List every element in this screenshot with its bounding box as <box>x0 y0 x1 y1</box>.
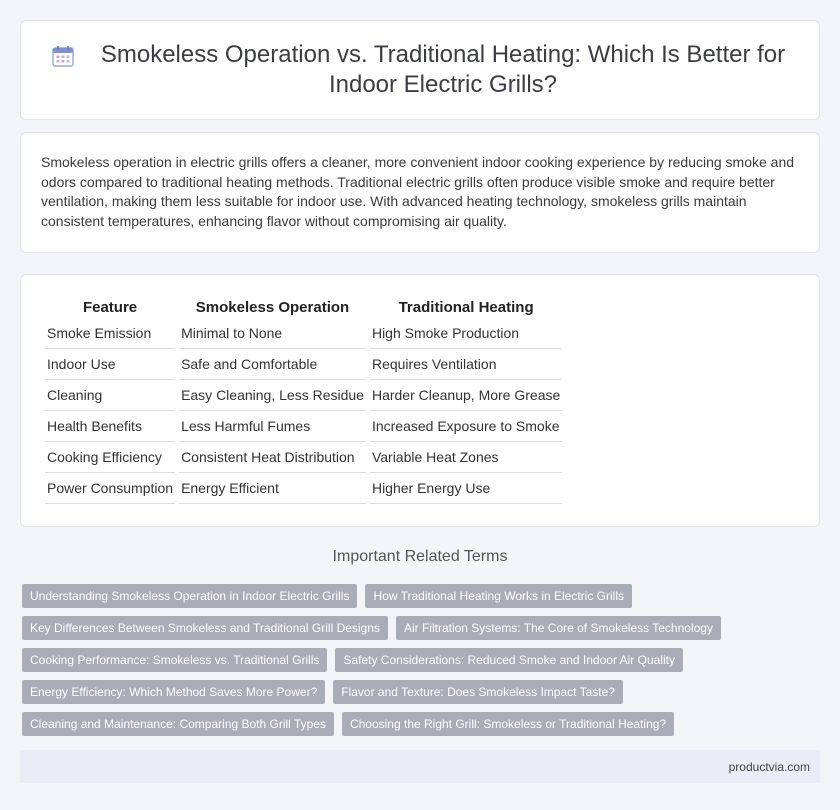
related-term-link[interactable]: Flavor and Texture: Does Smokeless Impact Taste? <box>333 680 623 704</box>
related-term-link[interactable]: Key Differences Between Smokeless and Traditional Grill Designs <box>22 616 388 640</box>
table-cell: Higher Energy Use <box>370 473 562 504</box>
table-row <box>45 380 562 411</box>
table-cell: Consistent Heat Distribution <box>179 442 366 473</box>
related-term-link[interactable]: Air Filtration Systems: The Core of Smokeless Technology <box>396 616 721 640</box>
comparison-card <box>20 274 820 527</box>
table-cell: Power Consumption <box>45 473 175 504</box>
header-feature: Feature <box>82 299 138 316</box>
table-row <box>45 349 562 380</box>
table-cell: Requires Ventilation <box>370 349 562 380</box>
intro-paragraph: Smokeless operation in electric grills offers a cleaner, more convenient indoor cooking experience by reducing smoke and odors compared to traditional heating methods. Traditional electric grills often produce visible smoke and require better ventilation, making them less suitable for indoor use. With advanced heating technology, smokeless grills maintain consistent temperatures, enhancing flavor without compromising air quality. <box>41 154 795 229</box>
footer <box>20 750 820 783</box>
table-cell: Increased Exposure to Smoke <box>370 411 562 442</box>
header-smokeless: Smokeless Operation <box>195 299 350 316</box>
table-cell: Smoke Emission <box>45 318 175 349</box>
table-cell: Less Harmful Fumes <box>179 411 366 442</box>
related-term-link[interactable]: How Traditional Heating Works in Electric Grills <box>365 584 632 608</box>
table-row <box>45 473 562 504</box>
table-cell: Cleaning <box>45 380 175 411</box>
related-terms-title: Important Related Terms <box>332 548 508 565</box>
page-title: Smokeless Operation vs. Traditional Heating: Which Is Better for Indoor Electric Grills? <box>100 41 786 98</box>
header-card <box>20 20 820 120</box>
related-term-link[interactable]: Energy Efficiency: Which Method Saves More Power? <box>22 680 325 704</box>
table-cell: Harder Cleanup, More Grease <box>370 380 562 411</box>
table-row <box>45 442 562 473</box>
header-traditional: Traditional Heating <box>398 299 534 316</box>
table-header-row <box>45 293 562 318</box>
table-cell: Health Benefits <box>45 411 175 442</box>
calendar-icon <box>52 45 74 67</box>
intro-card <box>20 132 820 253</box>
table-cell: Cooking Efficiency <box>45 442 175 473</box>
table-row <box>45 318 562 349</box>
related-term-link[interactable]: Choosing the Right Grill: Smokeless or Traditional Heating? <box>342 712 674 736</box>
table-cell: High Smoke Production <box>370 318 562 349</box>
related-term-link[interactable]: Understanding Smokeless Operation in Indoor Electric Grills <box>22 584 357 608</box>
table-cell: Indoor Use <box>45 349 175 380</box>
table-row <box>45 411 562 442</box>
footer-site-link[interactable]: productvia.com <box>728 759 810 774</box>
related-term-link[interactable]: Cleaning and Maintenance: Comparing Both Grill Types <box>22 712 334 736</box>
table-cell: Energy Efficient <box>179 473 366 504</box>
table-cell: Minimal to None <box>179 318 366 349</box>
table-cell: Variable Heat Zones <box>370 442 562 473</box>
table-cell: Easy Cleaning, Less Residue <box>179 380 366 411</box>
table-cell: Safe and Comfortable <box>179 349 366 380</box>
related-terms-list <box>22 584 818 736</box>
related-term-link[interactable]: Safety Considerations: Reduced Smoke and Indoor Air Quality <box>335 648 683 672</box>
related-term-link[interactable]: Cooking Performance: Smokeless vs. Traditional Grills <box>22 648 327 672</box>
header-inner <box>52 40 788 100</box>
comparison-table <box>41 293 566 504</box>
